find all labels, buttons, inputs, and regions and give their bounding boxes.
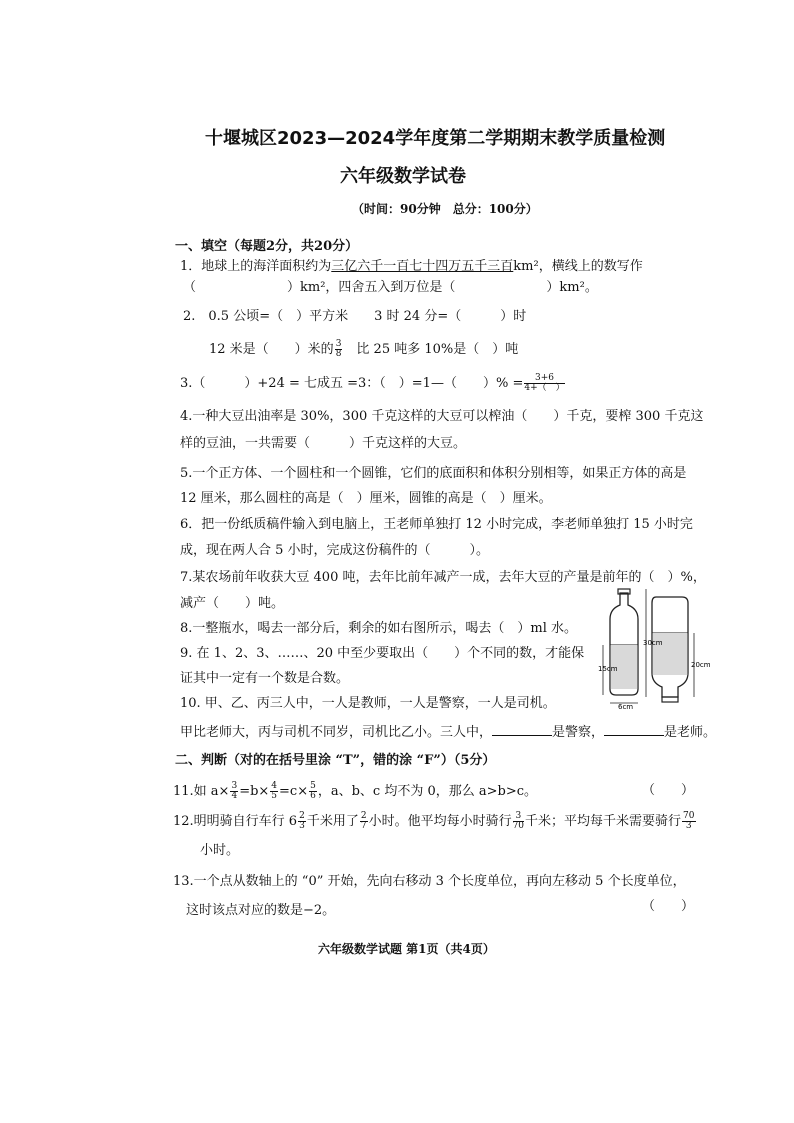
label-total: 30cm (643, 639, 663, 647)
label-left: 15cm (598, 665, 618, 673)
question-11: 11.如 a× $\frac{3}{4}$ =b× $\frac{4}{5}$ =c× $\frac{5}{6}$ ，a、b、c 均不为 0，那么 a>b>c。 (173, 781, 538, 801)
question-13-line1: 13.一个点从数轴上的 “0” 开始，先向右移动 3 个长度单位，再向左移动 5 个长度单位， (173, 874, 686, 889)
question-8: 8.一整瓶水，喝去一部分后，剩余的如右图所示，喝去（ ）ml 水。 (180, 621, 578, 636)
section1-heading: 一、填空（每题2分，共20分） (175, 239, 359, 254)
exam-title: 十堰城区2023—2024学年度第二学期期末教学质量检测 (205, 128, 666, 149)
question-13-line2: 这时该点对应的数是−2。 (186, 903, 336, 918)
question-11-answer[interactable]: （ ） (642, 783, 695, 798)
label-width: 6cm (618, 703, 634, 710)
question-9-line2: 证其中一定有一个数是合数。 (180, 671, 350, 686)
label-right: 20cm (691, 661, 711, 669)
inverted-bottle (652, 597, 688, 702)
question-2-line1: 2. 0.5 公顷=（ ）平方米 3 时 24 分=（ ）时 (183, 309, 527, 324)
exam-subtitle: 六年级数学试卷 (340, 166, 466, 187)
question-13-answer[interactable]: （ ） (642, 899, 695, 914)
page-footer: 六年级数学试题 第1页（共4页） (318, 942, 495, 956)
question-5-line2: 12 厘米，那么圆柱的高是（ ）厘米，圆锥的高是（ ）厘米。 (180, 491, 552, 506)
upright-bottle (610, 589, 638, 695)
question-10-line1: 10. 甲、乙、丙三人中，一人是教师，一人是警察，一人是司机。 (180, 696, 556, 711)
question-5-line1: 5.一个正方体、一个圆柱和一个圆锥，它们的底面积和体积分别相等，如果正方体的高是 (180, 466, 687, 481)
question-9-line1: 9. 在 1、2、3、……、20 中至少要取出（ ）个不同的数，才能保 (180, 646, 585, 661)
question-6-line2: 成，现在两人合 5 小时，完成这份稿件的（ ）。 (180, 543, 490, 558)
question-12-line1: 12.明明骑自行车行 6 $\frac{2}{3}$ 千米用了 $\frac{2}{7}$ 小时。他平均每小时骑行 $\frac{3}{70}$ 千米；平均每千米需要骑行 $\frac{70}{3}$ (173, 811, 695, 831)
question-12-line2: 小时。 (200, 843, 240, 858)
question-2-line2: 12 米是（ ）米的 $\frac{3}{8}$ 比 25 吨多 10%是（ ）吨 (209, 339, 519, 359)
exam-meta: （时间：90分钟 总分：100分） (352, 202, 538, 216)
question-1-line1: 1．地球上的海洋面积约为三亿六千一百七十四万五千三百km²，横线上的数写作 (180, 259, 643, 274)
question-4-line1: 4.一种大豆出油率是 30%，300 千克这样的大豆可以榨油（ ）千克，要榨 300 千克这 (180, 409, 704, 424)
question-7-line1: 7.某农场前年收获大豆 400 吨，去年比前年减产一成，去年大豆的产量是前年的（ ）%， (180, 570, 706, 585)
question-4-line2: 样的豆油，一共需要（ ）千克这样的大豆。 (180, 436, 467, 451)
section2-heading: 二、判断（对的在括号里涂 “T”，错的涂 “F”）（5分） (175, 753, 496, 768)
question-6-line1: 6．把一份纸质稿件输入到电脑上，王老师单独打 12 小时完成，李老师单独打 15 小时完 (180, 517, 693, 532)
question-7-line2: 减产（ ）吨。 (180, 596, 285, 611)
question-1-line2: （ ）km²，四舍五入到万位是（ ）km²。 (183, 280, 598, 295)
bottle-figure (598, 585, 713, 710)
question-10-line2: 甲比老师大，丙与司机不同岁，司机比乙小。三人中， 是警察， 是老师。 (180, 725, 717, 740)
question-3: 3.（ ）+24 = 七成五 =3：（ ）=1—（ ）% = $\frac{3+6}{4+( )}$ (180, 373, 565, 393)
